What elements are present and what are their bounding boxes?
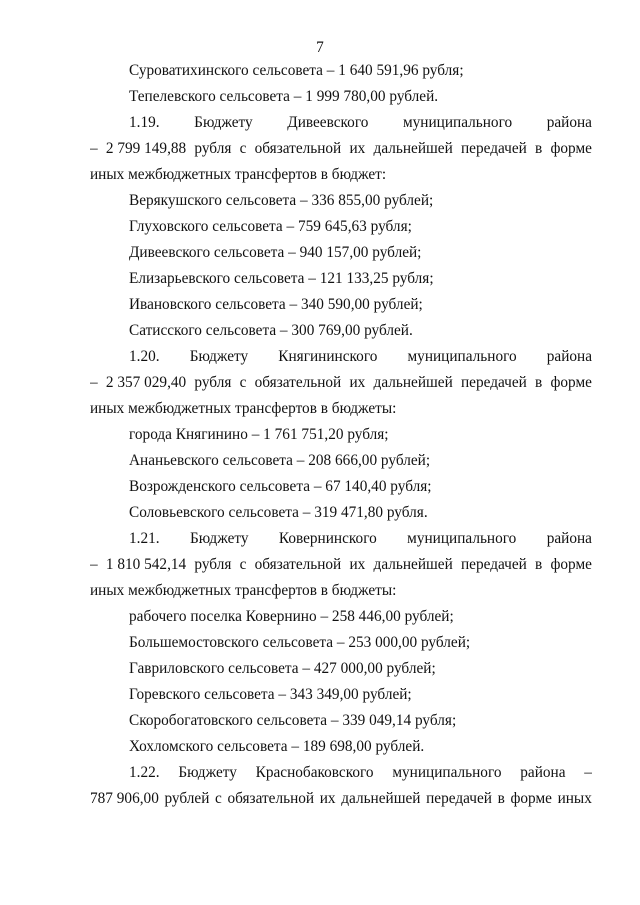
text-segment: форме <box>510 790 552 807</box>
text-segment: в <box>497 790 505 807</box>
text-segment: Ананьевского сельсовета – 208 666,00 рублей; <box>129 452 431 469</box>
text-segment: иных межбюджетных трансфертов в бюджеты: <box>90 400 397 417</box>
text-line-item <box>90 656 592 682</box>
text-segment: Бюджету <box>178 764 237 781</box>
text-segment: Верякушского сельсовета – 336 855,00 рублей; <box>129 192 434 209</box>
text-segment: 1 810 542,14 <box>105 556 187 573</box>
text-segment: иных межбюджетных трансфертов в бюджеты: <box>90 582 397 599</box>
text-segment: с <box>239 140 247 157</box>
text-line-head <box>90 344 592 370</box>
text-segment: Елизарьевского сельсовета – 121 133,25 рубля; <box>129 270 434 287</box>
text-line-item <box>90 318 592 344</box>
text-line-item <box>90 422 592 448</box>
text-segment: – <box>90 556 98 573</box>
text-segment: – <box>584 764 592 781</box>
text-segment: – <box>90 140 98 157</box>
text-line-item <box>90 630 592 656</box>
text-segment: муниципального <box>402 114 513 131</box>
text-segment: Дивеевского <box>287 114 369 131</box>
text-segment: Большемостовского сельсовета – 253 000,00 рублей; <box>129 634 471 651</box>
text-segment: Бюджету <box>194 114 253 131</box>
text-segment: форме <box>550 140 592 157</box>
page-number: 7 <box>316 39 324 56</box>
text-segment: Глуховского сельсовета – 759 645,63 рубля; <box>129 218 412 235</box>
text-segment: Краснобаковского <box>255 764 374 781</box>
text-segment: 1.22. <box>129 764 160 781</box>
text-segment: обязательной <box>254 556 342 573</box>
text-line-item <box>90 188 592 214</box>
text-segment: Княгининского <box>278 348 378 365</box>
text-segment: – <box>90 374 98 391</box>
text-segment: муниципального <box>407 530 517 547</box>
text-segment: 2 799 149,88 <box>105 140 187 157</box>
text-segment: передачей <box>460 374 527 391</box>
text-line-item <box>90 708 592 734</box>
text-segment: рубля <box>194 140 232 157</box>
text-segment: с <box>215 790 222 807</box>
text-segment: дальнейшей <box>373 140 453 157</box>
text-line-cont <box>90 552 592 578</box>
text-line-item <box>90 292 592 318</box>
text-segment: передачей <box>460 556 527 573</box>
text-segment: рабочего поселка Ковернино – 258 446,00 рублей; <box>129 608 454 625</box>
text-segment: Бюджету <box>189 530 249 547</box>
text-segment: Возрожденского сельсовета – 67 140,40 рубля; <box>129 478 432 495</box>
text-line-item <box>90 84 592 110</box>
text-segment: обязательной <box>227 790 315 807</box>
text-line-item <box>90 448 592 474</box>
text-line-last <box>90 396 592 422</box>
text-segment: их <box>349 374 366 391</box>
text-segment: их <box>349 140 366 157</box>
text-segment: 2 357 029,40 <box>105 374 187 391</box>
text-segment: района <box>546 530 592 547</box>
text-segment: с <box>239 374 247 391</box>
text-segment: дальнейшей <box>373 374 453 391</box>
text-segment: обязательной <box>254 140 342 157</box>
text-segment: дальнейшей <box>341 790 421 807</box>
text-line-last <box>90 578 592 604</box>
document-body <box>90 58 592 812</box>
text-segment: муниципального <box>392 764 502 781</box>
text-line-item <box>90 604 592 630</box>
text-segment: Бюджету <box>189 348 249 365</box>
text-segment: Ивановского сельсовета – 340 590,00 рублей; <box>129 296 423 313</box>
text-segment: передачей <box>460 140 527 157</box>
text-segment: города Княгинино – 1 761 751,20 рубля; <box>129 426 389 443</box>
text-segment: в <box>535 140 543 157</box>
text-segment: Дивеевского сельсовета – 940 157,00 рублей; <box>129 244 422 261</box>
text-segment: Соловьевского сельсовета – 319 471,80 рубля. <box>129 504 428 521</box>
text-segment: в <box>535 556 543 573</box>
text-segment: иных <box>557 790 592 807</box>
text-line-item <box>90 240 592 266</box>
text-segment: их <box>349 556 366 573</box>
text-segment: 1.20. <box>129 348 160 365</box>
text-segment: района <box>546 348 592 365</box>
text-segment: рубля <box>194 556 232 573</box>
text-segment: дальнейшей <box>373 556 453 573</box>
text-line-last <box>90 162 592 188</box>
text-segment: в <box>535 374 543 391</box>
text-line-item <box>90 266 592 292</box>
text-segment: рубля <box>194 374 232 391</box>
text-line-cont <box>90 136 592 162</box>
text-line-item <box>90 500 592 526</box>
text-segment: Гавриловского сельсовета – 427 000,00 рублей; <box>129 660 436 677</box>
text-segment: 1.21. <box>129 530 160 547</box>
text-segment: Суроватихинского сельсовета – 1 640 591,96 рубля; <box>129 62 464 79</box>
text-line-item <box>90 214 592 240</box>
text-segment: Хохломского сельсовета – 189 698,00 рублей. <box>129 738 425 755</box>
text-line-item <box>90 58 592 84</box>
text-segment: муниципального <box>407 348 517 365</box>
text-segment: с <box>239 556 247 573</box>
text-segment: района <box>520 764 566 781</box>
text-segment: их <box>319 790 336 807</box>
text-line-item <box>90 474 592 500</box>
text-segment: форме <box>550 374 592 391</box>
text-segment: Горевского сельсовета – 343 349,00 рублей; <box>129 686 412 703</box>
text-segment: района <box>546 114 592 131</box>
text-line-head <box>90 110 592 136</box>
text-segment: иных межбюджетных трансфертов в бюджет: <box>90 166 387 183</box>
text-segment: обязательной <box>254 374 342 391</box>
text-line-head <box>90 526 592 552</box>
text-segment: передачей <box>426 790 492 807</box>
text-segment: Тепелевского сельсовета – 1 999 780,00 рублей. <box>129 88 439 105</box>
text-segment: Скоробогатовского сельсовета – 339 049,14 рубля; <box>129 712 457 729</box>
text-segment: Ковернинского <box>278 530 377 547</box>
text-line-item <box>90 682 592 708</box>
text-segment: 1.19. <box>129 114 160 131</box>
text-line-cont <box>90 370 592 396</box>
text-line-item <box>90 734 592 760</box>
text-segment: рублей <box>164 790 210 807</box>
text-line-cont <box>90 786 592 812</box>
text-segment: 787 906,00 <box>90 790 159 807</box>
text-line-head <box>90 760 592 786</box>
text-segment: форме <box>550 556 592 573</box>
text-segment: Сатисского сельсовета – 300 769,00 рублей. <box>129 322 413 339</box>
